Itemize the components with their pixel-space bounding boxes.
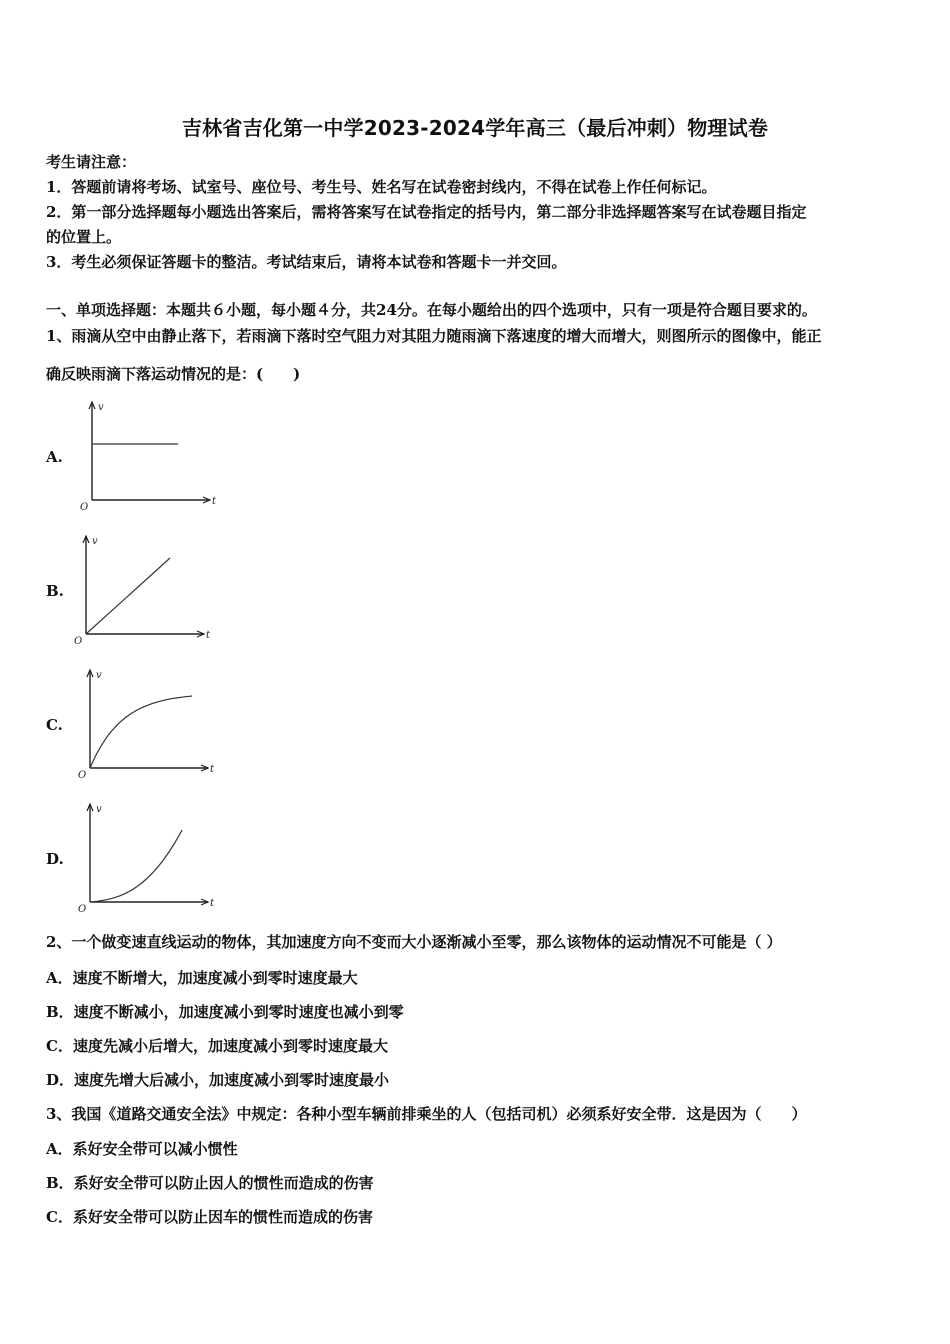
vt-graph-b bbox=[72, 530, 212, 648]
question-3-option-b: B．系好安全带可以防止因人的惯性而造成的伤害 bbox=[46, 1174, 374, 1192]
question-1-stem: 1、雨滴从空中由静止落下，若雨滴下落时空气阻力对其阻力随雨滴下落速度的增大而增大，则图所示的图像中，能正 bbox=[46, 327, 822, 345]
option-b-graph bbox=[72, 530, 212, 648]
origin-label: O bbox=[78, 904, 87, 915]
notice-item-2: 2．第一部分选择题每小题选出答案后，需将答案写在试卷指定的括号内，第二部分非选择题答案写在试卷题目指定 bbox=[46, 203, 807, 221]
question-2-option-a: A．速度不断增大，加速度减小到零时速度最大 bbox=[46, 969, 358, 987]
option-c-label: C. bbox=[46, 716, 63, 734]
t-axis-label: t bbox=[210, 764, 215, 775]
notice-item-3: 3．考生必须保证答题卡的整洁。考试结束后，请将本试卷和答题卡一并交回。 bbox=[46, 253, 567, 271]
notice-item-1: 1．答题前请将考场、试室号、座位号、考生号、姓名写在试卷密封线内，不得在试卷上作任何标记。 bbox=[46, 178, 717, 196]
option-b-label: B. bbox=[46, 582, 64, 600]
t-axis-label: t bbox=[212, 496, 217, 507]
v-axis-label: v bbox=[96, 670, 102, 681]
vt-curve bbox=[90, 696, 192, 768]
v-axis-label: v bbox=[92, 536, 98, 547]
vt-curve bbox=[86, 558, 170, 634]
origin-label: O bbox=[78, 770, 87, 781]
question-1-stem-cont: 确反映雨滴下落运动情况的是：( ) bbox=[46, 365, 301, 383]
v-axis-label: v bbox=[98, 402, 104, 413]
option-c-graph bbox=[76, 664, 216, 782]
vt-graph-d bbox=[76, 798, 216, 916]
origin-label: O bbox=[74, 636, 83, 647]
origin-label: O bbox=[80, 502, 89, 513]
page-title: 吉林省吉化第一中学2023-2024学年高三（最后冲刺）物理试卷 bbox=[181, 116, 769, 140]
v-axis-label: v bbox=[96, 804, 102, 815]
vt-graph-a bbox=[78, 396, 218, 514]
notice-heading: 考生请注意： bbox=[46, 153, 137, 171]
vt-curve bbox=[90, 830, 182, 902]
notice-item-2-cont: 的位置上。 bbox=[46, 228, 122, 246]
t-axis-label: t bbox=[210, 898, 215, 909]
question-2-option-b: B．速度不断减小，加速度减小到零时速度也减小到零 bbox=[46, 1003, 404, 1021]
option-d-label: D. bbox=[46, 850, 64, 868]
question-2-option-c: C．速度先减小后增大，加速度减小到零时速度最大 bbox=[46, 1037, 388, 1055]
question-3-option-c: C．系好安全带可以防止因车的惯性而造成的伤害 bbox=[46, 1208, 373, 1226]
question-3-stem: 3、我国《道路交通安全法》中规定：各种小型车辆前排乘坐的人（包括司机）必须系好安全带．这是因为（ ） bbox=[46, 1105, 807, 1123]
option-a-label: A. bbox=[46, 448, 63, 466]
vt-graph-c bbox=[76, 664, 216, 782]
t-axis-label: t bbox=[206, 630, 211, 641]
option-a-graph bbox=[78, 396, 218, 514]
question-3-option-a: A．系好安全带可以减小惯性 bbox=[46, 1140, 238, 1158]
question-2-option-d: D．速度先增大后减小，加速度减小到零时速度最小 bbox=[46, 1071, 390, 1089]
option-d-graph bbox=[76, 798, 216, 916]
question-2-stem: 2、一个做变速直线运动的物体，其加速度方向不变而大小逐渐减小至零，那么该物体的运动情况不可能是（ ） bbox=[46, 933, 782, 951]
section-heading: 一、单项选择题：本题共６小题，每小题４分，共24分。在每小题给出的四个选项中，只有一项是符合题目要求的。 bbox=[46, 301, 817, 319]
